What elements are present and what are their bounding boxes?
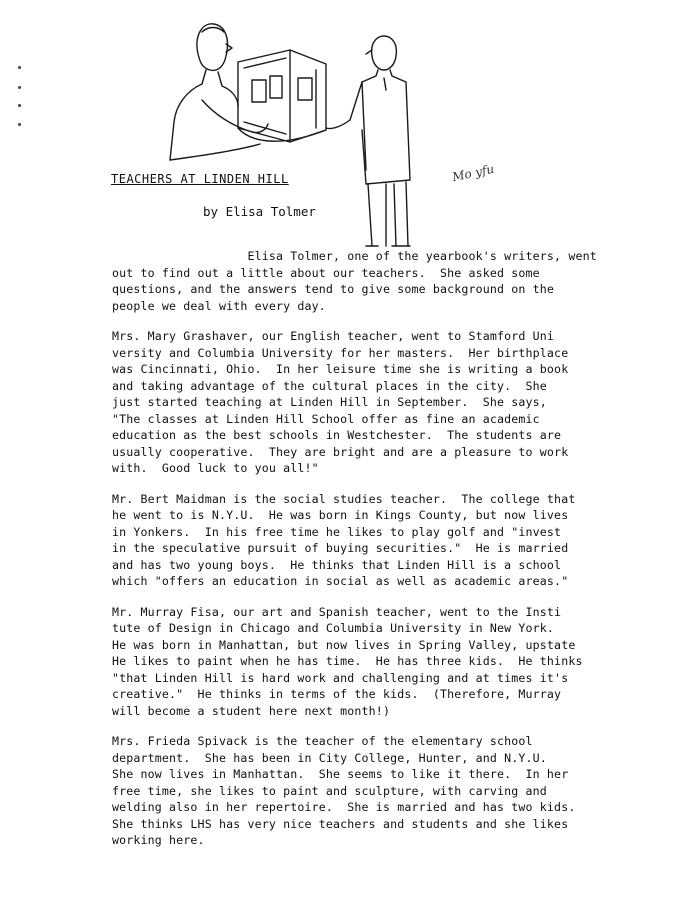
paragraph-line: He likes to paint when he has time. He has three kids. He thinks xyxy=(112,654,583,668)
margin-mark xyxy=(18,104,21,107)
article-paragraph xyxy=(112,248,652,314)
paragraph-line: He was born in Manhattan, but now lives in Spring Valley, upstate xyxy=(112,637,576,652)
paragraph-line: working here. xyxy=(112,833,205,847)
paragraph-line: questions, and the answers tend to give some background on the xyxy=(112,282,555,296)
paragraph-line: out to find out a little about our teachers. She asked some xyxy=(112,265,540,280)
article-paragraph xyxy=(112,491,652,590)
paragraph-line: tute of Design in Chicago and Columbia University in New York. xyxy=(112,621,555,635)
paragraph-line: She now lives in Manhattan. She seems to like it there. In her xyxy=(112,767,569,781)
article-paragraph xyxy=(112,328,652,477)
paragraph-line: he went to is N.Y.U. He was born in Kings County, but now lives xyxy=(112,508,569,522)
article-paragraph xyxy=(112,604,652,720)
paragraph-line: Mr. Murray Fisa, our art and Spanish teacher, went to the Insti xyxy=(112,604,562,619)
paragraph-line: education as the best schools in Westchester. The students are xyxy=(112,428,562,442)
paragraph-line: with. Good luck to you all!" xyxy=(112,461,319,475)
paragraph-line: Mrs. Mary Grashaver, our English teacher, went to Stamford Uni xyxy=(112,329,555,343)
paragraph-line: Mrs. Frieda Spivack is the teacher of the elementary school xyxy=(112,734,533,748)
article-body xyxy=(112,248,652,863)
paragraph-line: creative." He thinks in terms of the kids. (Therefore, Murray xyxy=(112,687,562,701)
paragraph-line: and has two young boys. He thinks that Linden Hill is a school xyxy=(112,557,562,572)
paragraph-line: was Cincinnati, Ohio. In her leisure time she is writing a book xyxy=(112,362,569,376)
paragraph-line: usually cooperative. They are bright and are a pleasure to work xyxy=(112,444,569,459)
paragraph-line: Elisa Tolmer, one of the yearbook's writers, went xyxy=(112,249,597,263)
paragraph-line: department. She has been in City College, Hunter, and N.Y.U. xyxy=(112,750,547,765)
paragraph-line: She thinks LHS has very nice teachers and students and she likes xyxy=(112,816,569,831)
paragraph-line: and taking advantage of the cultural places in the city. She xyxy=(112,378,547,393)
margin-mark xyxy=(18,86,21,89)
article-paragraph xyxy=(112,733,652,849)
paragraph-line: which "offers an education in social as well as academic areas." xyxy=(112,574,569,588)
paragraph-line: "that Linden Hill is hard work and challenging and at times it's xyxy=(112,670,569,685)
paragraph-line: Mr. Bert Maidman is the social studies teacher. The college that xyxy=(112,491,576,506)
paragraph-line: will become a student here next month!) xyxy=(112,703,391,718)
teachers-holding-book-drawing xyxy=(140,10,500,250)
margin-mark xyxy=(18,123,21,126)
margin-mark xyxy=(18,66,21,69)
paragraph-line: in Yonkers. In his free time he likes to play golf and "invest xyxy=(112,524,562,539)
paragraph-line: just started teaching at Linden Hill in September. She says, xyxy=(112,395,547,409)
paragraph-line: people we deal with every day. xyxy=(112,298,326,313)
paragraph-line: "The classes at Linden Hill School offer as fine an academic xyxy=(112,411,540,426)
paragraph-line: in the speculative pursuit of buying securities." He is married xyxy=(112,541,569,555)
artist-signature: Mo yfu xyxy=(451,161,496,185)
paragraph-line: versity and Columbia University for her masters. Her birthplace xyxy=(112,345,569,360)
paragraph-line: welding also in her repertoire. She is married and has two kids. xyxy=(112,800,576,814)
article-title: TEACHERS AT LINDEN HILL xyxy=(111,172,289,186)
paragraph-line: free time, she likes to paint and sculpture, with carving and xyxy=(112,783,547,798)
article-byline: by Elisa Tolmer xyxy=(203,204,316,219)
